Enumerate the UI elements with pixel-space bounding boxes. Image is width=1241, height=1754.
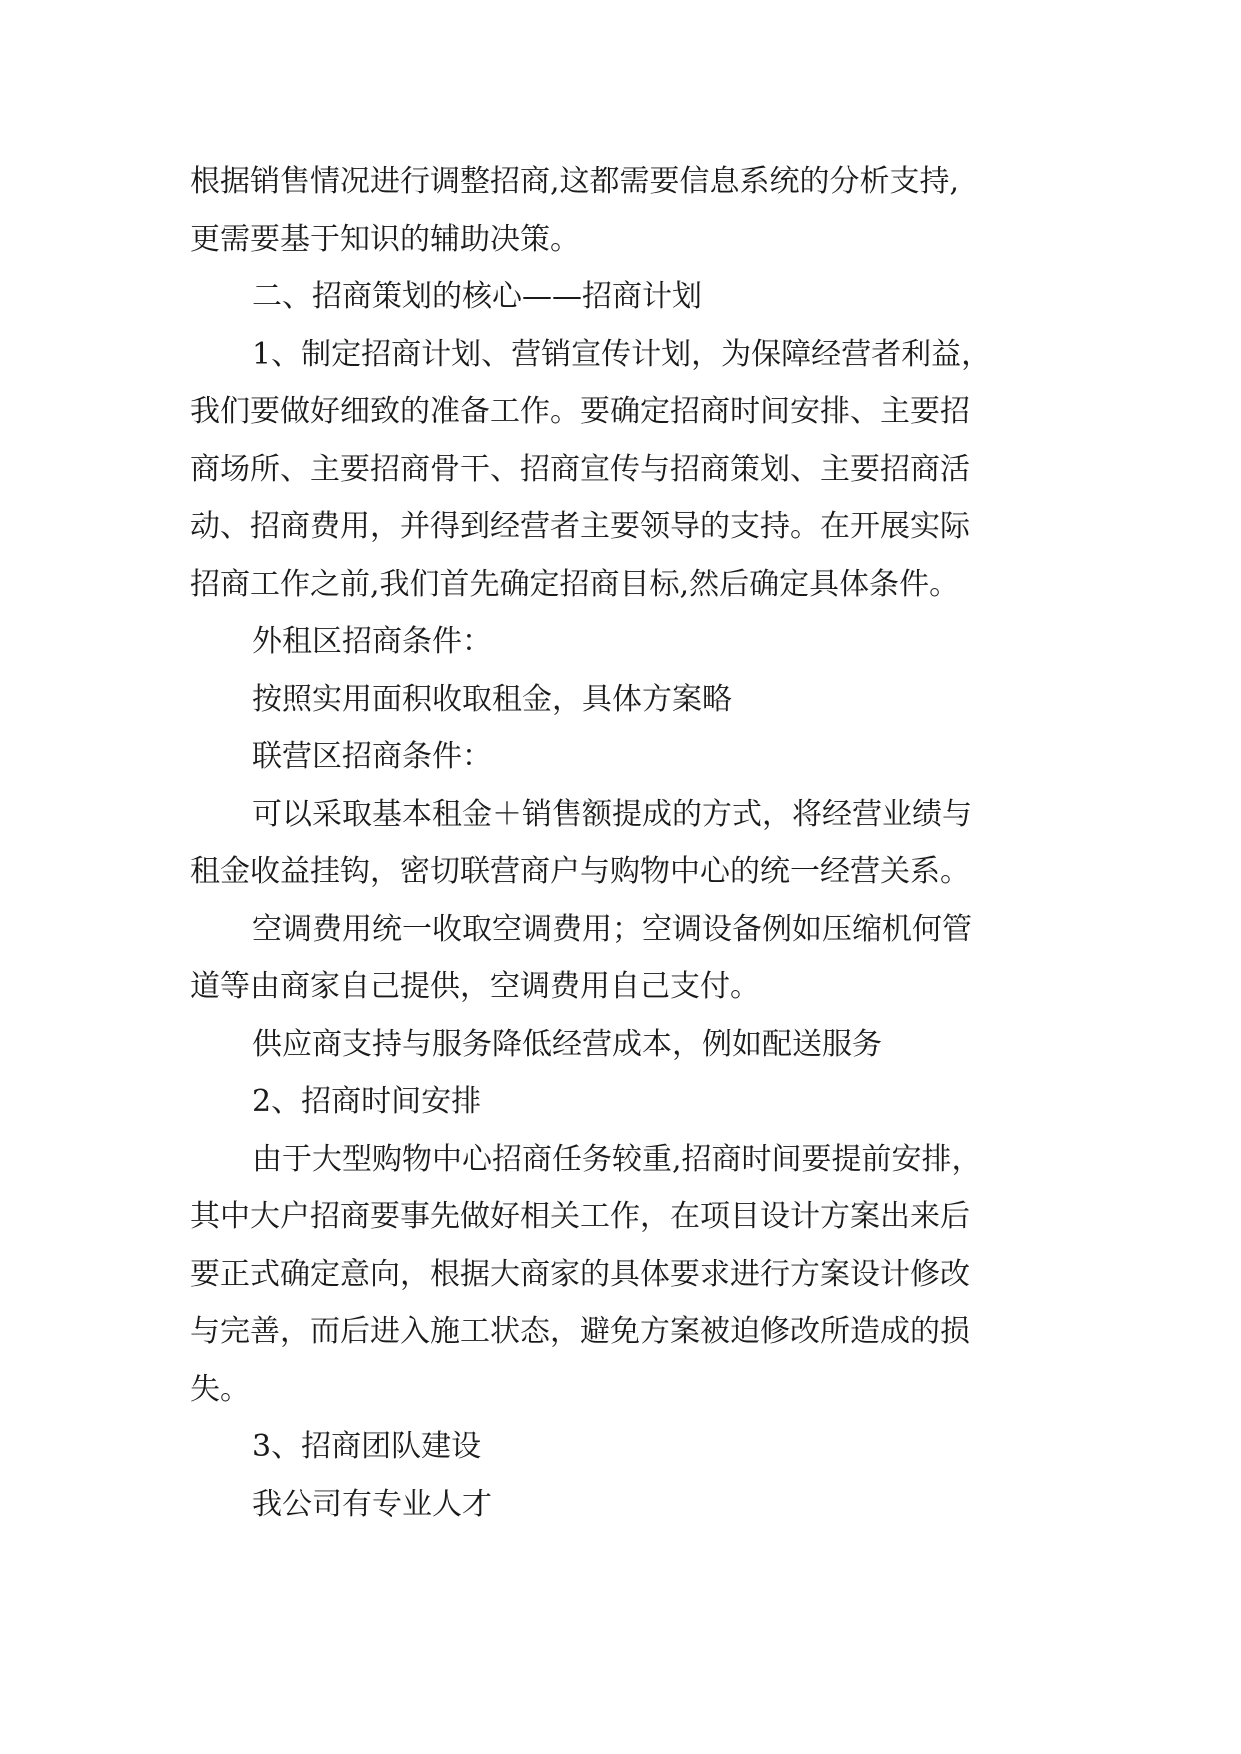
text-line: 由于大型购物中心招商任务较重,招商时间要提前安排， [252,1141,982,1177]
text-line: 道等由商家自己提供，空调费用自己支付。 [190,969,760,1004]
text-line: 租金收益挂钩，密切联营商户与购物中心的统一经营关系。 [190,854,970,889]
text-line: 失。 [190,1371,250,1407]
text-line: 要正式确定意向，根据大商家的具体要求进行方案设计修改 [190,1256,970,1292]
text-line: 可以采取基本租金＋销售额提成的方式，将经营业绩与 [252,796,972,832]
text-line: 按照实用面积收取租金，具体方案略 [252,681,732,717]
text-line: 与完善，而后进入施工状态，避免方案被迫修改所造成的损 [190,1314,970,1349]
text-line: 动、招商费用，并得到经营者主要领导的支持。在开展实际 [190,509,970,544]
text-line: 二、招商策划的核心——招商计划 [252,279,702,314]
text-line: 1、制定招商计划、营销宣传计划，为保障经营者利益， [252,336,992,372]
text-line: 联营区招商条件： [252,739,492,774]
text-line: 更需要基于知识的辅助决策。 [190,221,580,257]
text-line: 我们要做好细致的准备工作。要确定招商时间安排、主要招 [190,394,970,429]
text-line: 商场所、主要招商骨干、招商宣传与招商策划、主要招商活 [190,451,970,487]
text-line: 根据销售情况进行调整招商,这都需要信息系统的分析支持, [190,164,960,199]
text-line: 其中大户招商要事先做好相关工作，在项目设计方案出来后 [190,1199,970,1234]
text-line: 招商工作之前,我们首先确定招商目标,然后确定具体条件。 [190,566,960,602]
text-line: 2、招商时间安排 [252,1084,482,1119]
text-line: 空调费用统一收取空调费用；空调设备例如压缩机何管 [252,911,972,947]
text-line: 外租区招商条件： [252,624,492,659]
text-line: 我公司有专业人才 [252,1486,492,1522]
document-body [190,153,1090,1533]
text-line: 供应商支持与服务降低经营成本，例如配送服务 [252,1026,882,1062]
text-line: 3、招商团队建设 [252,1429,482,1464]
